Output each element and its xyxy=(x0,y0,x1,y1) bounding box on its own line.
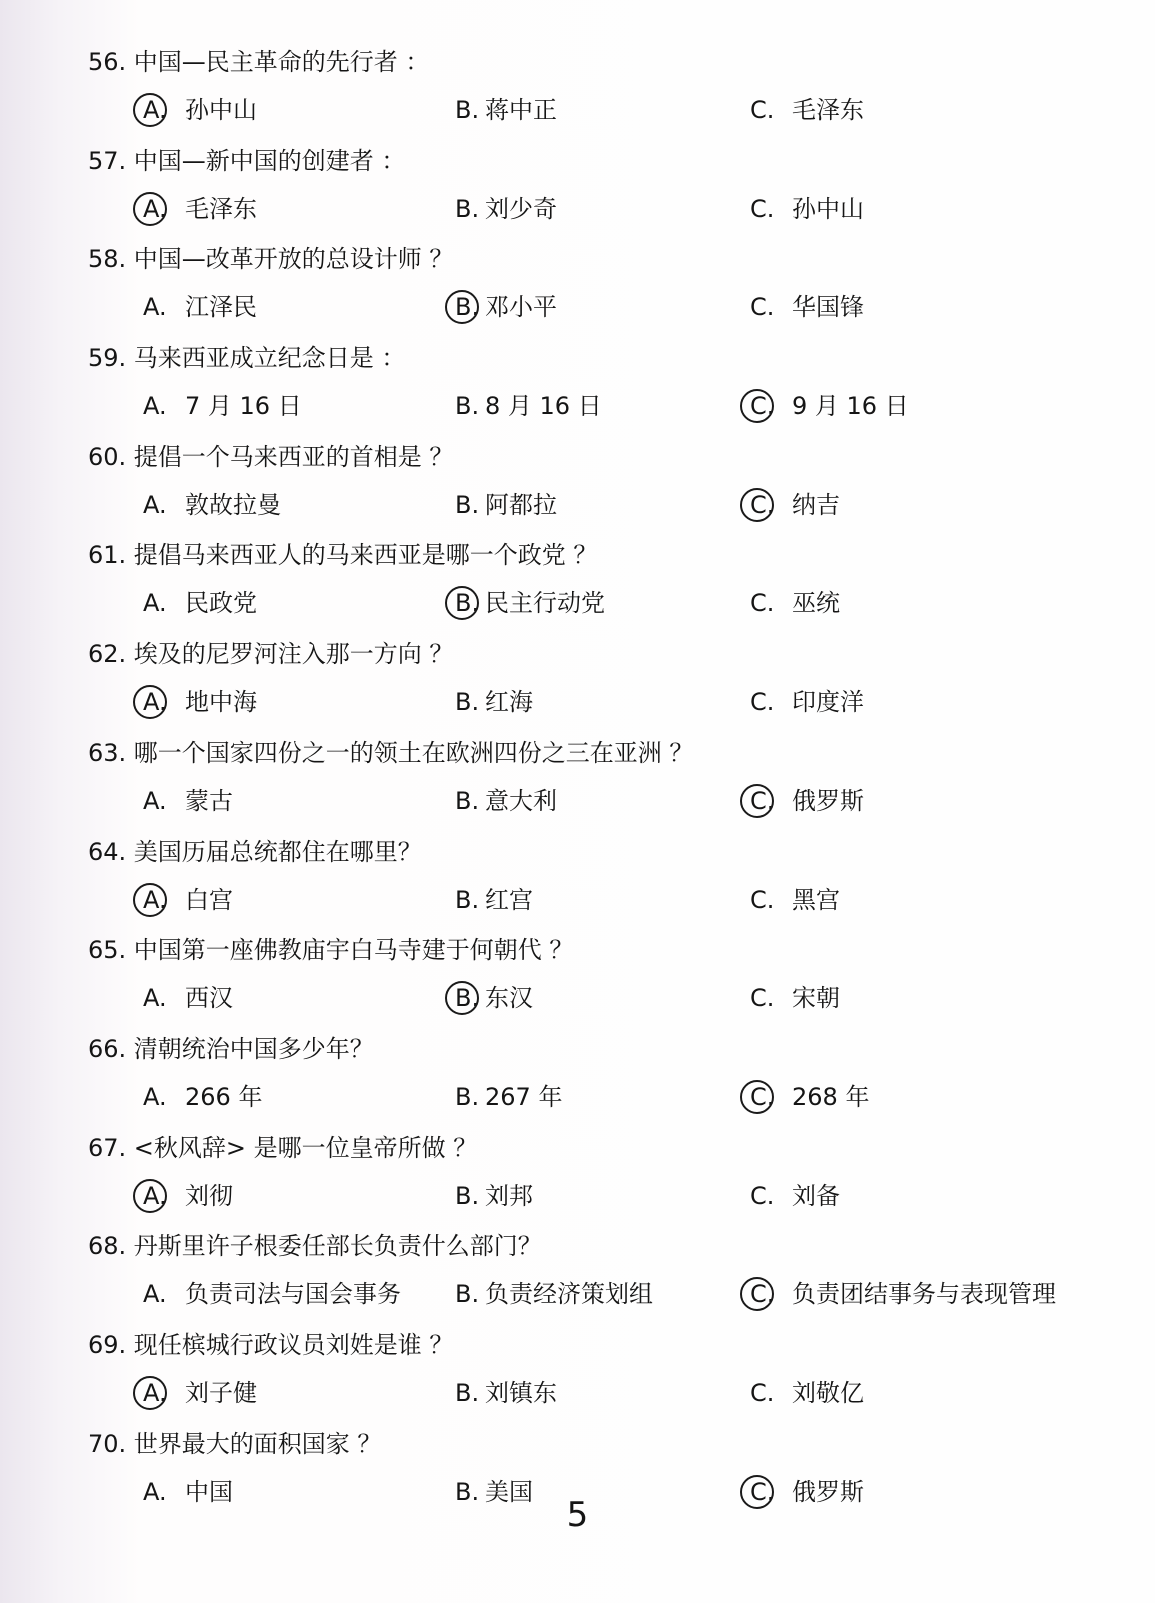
option-letter-circled-answer: B. xyxy=(455,287,485,327)
option-letter-circled-answer: C. xyxy=(750,386,792,426)
option-a xyxy=(143,1373,257,1413)
question-text: 68. 丹斯里许子根委任部长负责什么部门？ xyxy=(88,1232,542,1261)
option-letter: B. xyxy=(455,1477,480,1506)
question-item xyxy=(0,1226,1155,1325)
question-text: 58. 中国—改革开放的总设计师 ？ xyxy=(88,245,454,274)
option-letter: A. xyxy=(143,392,167,421)
option-text: 江泽民 xyxy=(185,293,257,322)
option-a xyxy=(143,287,257,327)
option-text: 蒋中正 xyxy=(485,96,557,124)
question-item xyxy=(0,141,1155,240)
option-letter-circled-answer: A. xyxy=(143,880,185,920)
option-text: 孙中山 xyxy=(185,96,257,124)
option-text: 美国 xyxy=(485,1477,533,1506)
option-text: 蒙古 xyxy=(185,786,233,815)
option-b xyxy=(455,880,533,920)
option-text: 邓小平 xyxy=(485,293,557,322)
option-text: 负责司法与国会事务 xyxy=(185,1280,401,1309)
option-text: 中国 xyxy=(185,1477,233,1506)
question-text: 63. 哪一个国家四份之一的领土在欧洲四份之三在亚洲 ？ xyxy=(88,738,694,767)
option-b xyxy=(455,781,557,821)
option-text: 268 年 xyxy=(792,1082,870,1111)
option-letter: B. xyxy=(455,885,480,914)
option-letter-circled-answer: A. xyxy=(143,90,185,130)
option-letter: C. xyxy=(750,96,775,124)
option-b xyxy=(455,1077,562,1117)
option-b xyxy=(455,485,557,525)
option-letter: A. xyxy=(143,490,167,519)
option-letter: B. xyxy=(455,490,480,519)
question-text: 66. 清朝统治中国多少年？ xyxy=(88,1034,374,1063)
option-letter: C. xyxy=(750,885,775,914)
option-text: 红宫 xyxy=(485,885,533,914)
question-item xyxy=(0,1128,1155,1227)
option-letter: A. xyxy=(143,589,167,618)
option-text: 俄罗斯 xyxy=(792,786,864,815)
option-letter: B. xyxy=(455,688,480,717)
option-text: 纳吉 xyxy=(792,490,840,519)
option-c xyxy=(750,189,864,229)
option-text: 刘子健 xyxy=(185,1378,257,1407)
option-a xyxy=(143,978,233,1018)
option-text: 毛泽东 xyxy=(185,194,257,223)
option-text: 华国锋 xyxy=(792,293,864,322)
question-text: 62. 埃及的尼罗河注入那一方向 ？ xyxy=(88,640,454,669)
option-c xyxy=(750,90,864,130)
option-letter: A. xyxy=(143,1280,167,1309)
option-letter-circled-answer: B. xyxy=(455,978,485,1018)
option-letter: B. xyxy=(455,1280,480,1309)
option-letter: C. xyxy=(750,688,775,717)
option-c xyxy=(750,682,864,722)
option-b xyxy=(455,90,557,130)
option-letter-circled-answer: C. xyxy=(750,485,792,525)
option-text: 黑宫 xyxy=(792,885,840,914)
option-letter: B. xyxy=(455,1378,480,1407)
option-text: 红海 xyxy=(485,688,533,717)
option-b xyxy=(455,386,602,426)
question-item xyxy=(0,930,1155,1029)
question-text: 70. 世界最大的面积国家 ？ xyxy=(88,1429,382,1458)
page-number: 5 xyxy=(566,1495,589,1535)
option-letter: B. xyxy=(455,96,480,124)
option-letter: C. xyxy=(750,589,775,618)
option-letter: C. xyxy=(750,293,775,322)
option-letter: A. xyxy=(143,293,167,322)
question-text: 61. 提倡马来西亚人的马来西亚是哪一个政党 ？ xyxy=(88,541,598,570)
option-letter-circled-answer: C. xyxy=(750,781,792,821)
option-text: 民政党 xyxy=(185,589,257,618)
option-text: 地中海 xyxy=(185,688,257,717)
question-item xyxy=(0,634,1155,733)
option-text: 负责团结事务与表现管理 xyxy=(792,1280,1056,1309)
option-b xyxy=(455,189,557,229)
question-item xyxy=(0,832,1155,931)
option-c xyxy=(750,583,840,623)
question-item xyxy=(0,437,1155,536)
option-letter: B. xyxy=(455,1181,480,1210)
option-letter: B. xyxy=(455,786,480,815)
option-letter-circled-answer: A. xyxy=(143,1373,185,1413)
option-a xyxy=(143,90,257,130)
option-text: 白宫 xyxy=(185,885,233,914)
option-text: 印度洋 xyxy=(792,688,864,717)
option-text: 8 月 16 日 xyxy=(485,392,602,421)
option-text: 毛泽东 xyxy=(792,96,864,124)
question-list xyxy=(0,42,1155,1522)
option-a xyxy=(143,682,257,722)
question-text: 60. 提倡一个马来西亚的首相是 ？ xyxy=(88,442,454,471)
option-letter: C. xyxy=(750,1378,775,1407)
option-a xyxy=(143,485,281,525)
question-item xyxy=(0,239,1155,338)
option-text: 意大利 xyxy=(485,786,557,815)
option-letter-circled-answer: A. xyxy=(143,1176,185,1216)
option-text: 民主行动党 xyxy=(485,589,605,618)
option-b xyxy=(455,287,557,327)
option-letter-circled-answer: C. xyxy=(750,1077,792,1117)
option-a xyxy=(143,1274,401,1314)
option-letter-circled-answer: C. xyxy=(750,1274,792,1314)
option-letter: A. xyxy=(143,786,167,815)
option-text: 7 月 16 日 xyxy=(185,392,302,421)
option-letter: B. xyxy=(455,392,480,421)
option-letter: A. xyxy=(143,1082,167,1111)
option-a xyxy=(143,189,257,229)
question-item xyxy=(0,1029,1155,1128)
question-item xyxy=(0,733,1155,832)
question-item xyxy=(0,338,1155,437)
option-c xyxy=(750,1274,1056,1314)
question-text: 56. 中国—民主革命的先行者 ： xyxy=(88,48,430,76)
option-c xyxy=(750,485,840,525)
option-text: 东汉 xyxy=(485,984,533,1013)
option-c xyxy=(750,1176,840,1216)
option-c xyxy=(750,880,840,920)
option-text: 9 月 16 日 xyxy=(792,392,909,421)
option-letter: C. xyxy=(750,984,775,1013)
option-letter-circled-answer: B. xyxy=(455,583,485,623)
question-text: 59. 马来西亚成立纪念日是 ： xyxy=(88,344,406,373)
option-text: 西汉 xyxy=(185,984,233,1013)
option-letter: C. xyxy=(750,1181,775,1210)
question-text: 64. 美国历届总统都住在哪里？ xyxy=(88,837,422,866)
option-text: 刘镇东 xyxy=(485,1378,557,1407)
option-letter-circled-answer: A. xyxy=(143,682,185,722)
option-letter: B. xyxy=(455,194,480,223)
option-text: 宋朝 xyxy=(792,984,840,1013)
option-c xyxy=(750,781,864,821)
option-b xyxy=(455,583,605,623)
question-text: 67. <秋风辞> 是哪一位皇帝所做 ？ xyxy=(88,1133,478,1162)
option-letter: A. xyxy=(143,984,167,1013)
option-a xyxy=(143,880,233,920)
option-c xyxy=(750,386,909,426)
option-a xyxy=(143,1176,233,1216)
option-letter: A. xyxy=(143,1477,167,1506)
option-text: 孙中山 xyxy=(792,194,864,223)
option-b xyxy=(455,1176,533,1216)
question-text: 57. 中国—新中国的创建者 ： xyxy=(88,146,406,175)
question-text: 65. 中国第一座佛教庙宇白马寺建于何朝代 ？ xyxy=(88,936,574,965)
option-text: 敦故拉曼 xyxy=(185,490,281,519)
option-c xyxy=(750,1077,869,1117)
question-text: 69. 现任槟城行政议员刘姓是谁 ？ xyxy=(88,1330,454,1359)
option-text: 俄罗斯 xyxy=(792,1477,864,1506)
option-text: 266 年 xyxy=(185,1082,263,1111)
option-a xyxy=(143,781,233,821)
question-item xyxy=(0,535,1155,634)
option-text: 负责经济策划组 xyxy=(485,1280,653,1309)
option-letter: C. xyxy=(750,194,775,223)
option-a xyxy=(143,1077,262,1117)
option-a xyxy=(143,583,257,623)
option-b xyxy=(455,978,533,1018)
option-text: 巫统 xyxy=(792,589,840,618)
option-text: 刘敬亿 xyxy=(792,1378,864,1407)
question-item xyxy=(0,1325,1155,1424)
option-text: 刘彻 xyxy=(185,1181,233,1210)
option-letter-circled-answer: C. xyxy=(750,1472,792,1512)
option-c xyxy=(750,1373,864,1413)
question-item xyxy=(0,42,1155,141)
option-c xyxy=(750,287,864,327)
option-c xyxy=(750,978,840,1018)
option-a xyxy=(143,386,302,426)
option-text: 刘邦 xyxy=(485,1181,533,1210)
option-b xyxy=(455,1373,557,1413)
option-letter-circled-answer: A. xyxy=(143,189,185,229)
option-text: 267 年 xyxy=(485,1082,563,1111)
option-text: 阿都拉 xyxy=(485,490,557,519)
option-b xyxy=(455,1274,653,1314)
option-text: 刘备 xyxy=(792,1181,840,1210)
option-letter: B. xyxy=(455,1082,480,1111)
option-text: 刘少奇 xyxy=(485,194,557,223)
option-b xyxy=(455,682,533,722)
